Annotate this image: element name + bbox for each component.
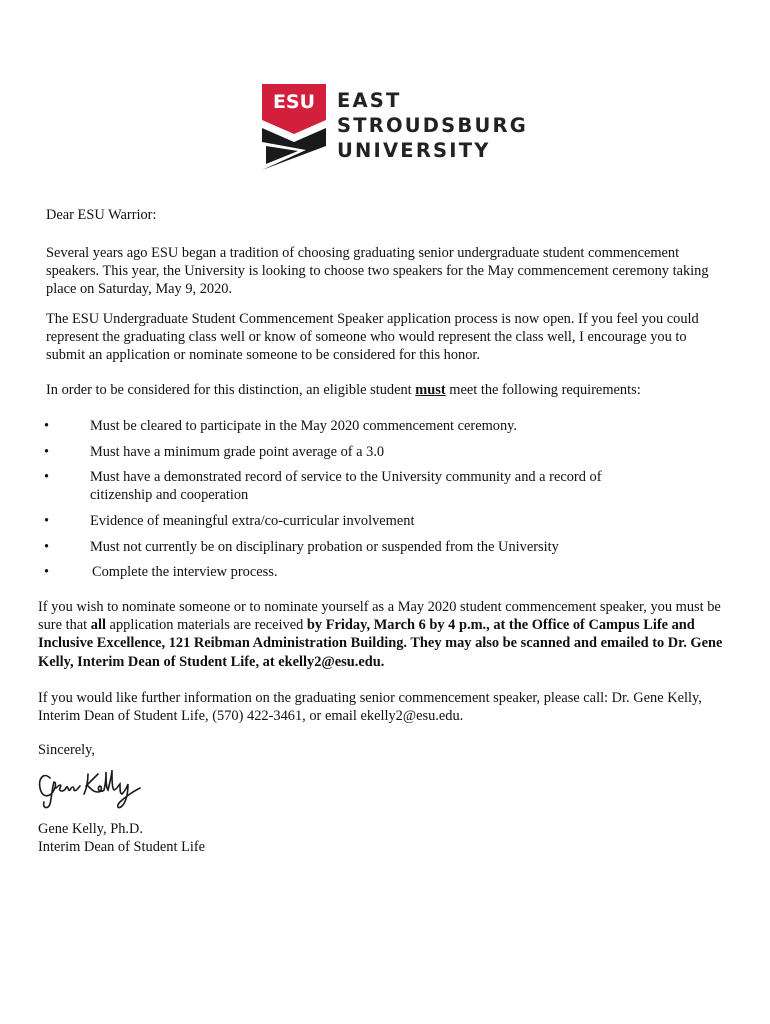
requirement-text: Must have a demonstrated record of service to the University community and a record of citizenship and cooperation bbox=[90, 469, 602, 504]
university-logo bbox=[262, 84, 528, 174]
paragraph-requirements-intro bbox=[46, 381, 736, 399]
handwritten-signature bbox=[36, 762, 146, 812]
esu-logo-mark bbox=[262, 84, 326, 170]
logo-mark-text: ESU bbox=[272, 91, 316, 113]
paragraph-application-open: The ESU Undergraduate Student Commencement Speaker application process is now open. If you feel you could represent the graduating class well or know of someone who would represent the class well, I encourage you to submit an application or nominate someone to be considered for this honor. bbox=[46, 311, 699, 364]
requirement-text: Must be cleared to participate in the May 2020 commencement ceremony. bbox=[90, 418, 518, 434]
bullet-icon: • bbox=[44, 513, 50, 529]
paragraph-submission-instructions bbox=[38, 598, 738, 671]
salutation: Dear ESU Warrior: bbox=[46, 207, 157, 223]
logo-line-university: UNIVERSITY bbox=[337, 139, 491, 162]
requirements-intro-emphasis: must bbox=[415, 382, 446, 398]
logo-line-stroudsburg: STROUDSBURG bbox=[337, 114, 528, 137]
requirements-intro-after: meet the following requirements: bbox=[445, 382, 641, 398]
requirements-intro-before: In order to be considered for this distinction, an eligible student bbox=[46, 382, 416, 398]
logo-wordmark bbox=[337, 88, 528, 163]
bullet-icon: • bbox=[44, 418, 50, 434]
requirement-text: Must have a minimum grade point average of a 3.0 bbox=[90, 444, 385, 460]
closing: Sincerely, bbox=[38, 742, 96, 758]
paragraph-tradition: Several years ago ESU began a tradition of choosing graduating senior undergraduate student commencement speakers. This year, the University is looking to choose two speakers for the May commencement ceremony taking place on Saturday, May 9, 2020. bbox=[46, 245, 709, 298]
signer-title: Interim Dean of Student Life bbox=[38, 839, 206, 855]
submission-bold-all: all bbox=[90, 617, 106, 634]
submission-part2: application materials are received bbox=[105, 617, 307, 634]
bullet-icon: • bbox=[44, 564, 50, 580]
requirement-text: Complete the interview process. bbox=[92, 564, 278, 580]
requirement-text: Evidence of meaningful extra/co-curricular involvement bbox=[90, 513, 415, 529]
requirement-text: Must not currently be on disciplinary probation or suspended from the University bbox=[90, 539, 559, 555]
bullet-icon: • bbox=[44, 539, 50, 555]
bullet-icon: • bbox=[44, 469, 50, 485]
logo-line-east: EAST bbox=[337, 89, 402, 112]
submission-part1: If you wish to nominate someone or to nominate yourself as a May 2020 student commencement speaker, you must be sure that bbox=[38, 599, 721, 634]
submission-bold-deadline: by Friday, March 6 by 4 p.m., at the Office of Campus Life and Inclusive Excellence, 121 Reibman Administration Building. They may also be scanned and emailed to Dr. Gene Kelly, Interim Dean of Student Life, at ekelly2@esu.edu. bbox=[38, 617, 723, 670]
paragraph-contact-info: If you would like further information on the graduating senior commencement speaker, please call: Dr. Gene Kelly, Interim Dean of Student Life, (570) 422-3461, or email ekelly2@esu.edu. bbox=[38, 690, 702, 725]
bullet-icon: • bbox=[44, 444, 50, 460]
signer-name: Gene Kelly, Ph.D. bbox=[38, 821, 143, 837]
